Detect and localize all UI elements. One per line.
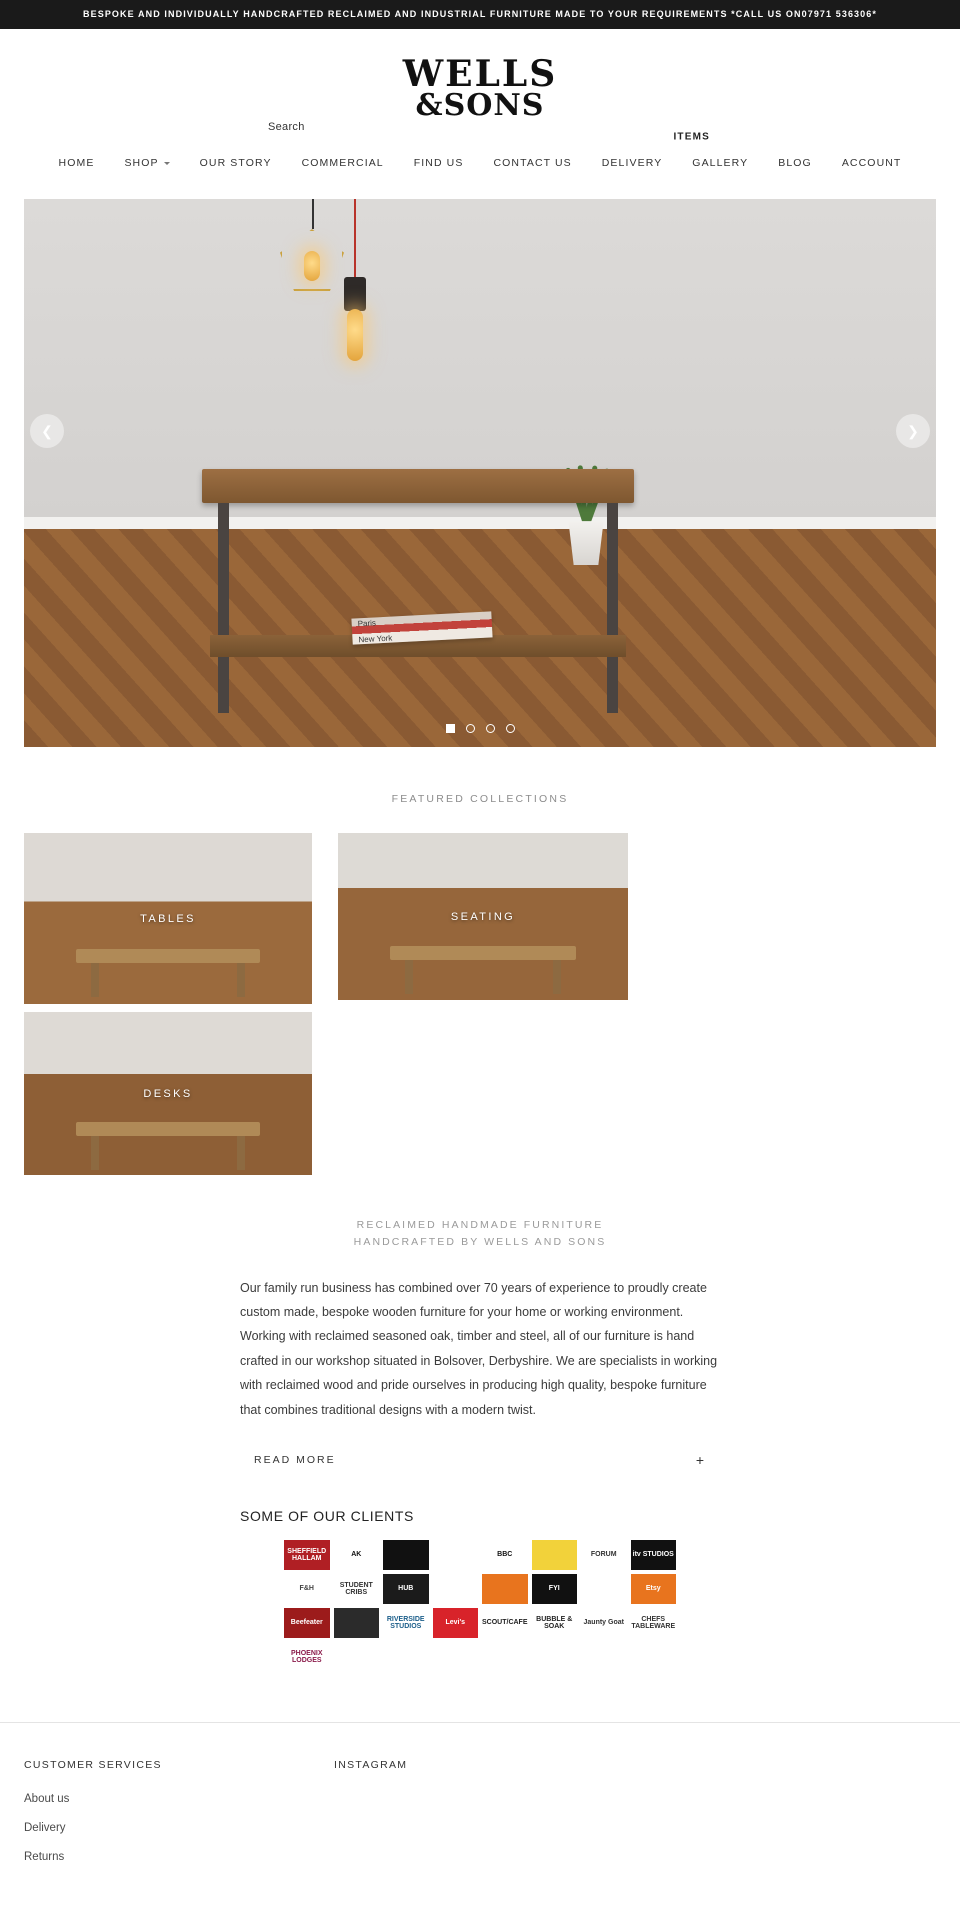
client-logo-snowflake-logo (433, 1574, 479, 1604)
footer-customer-services-title: CUSTOMER SERVICES (24, 1758, 162, 1771)
footer-link-about-us[interactable]: About us (24, 1792, 70, 1805)
nav-label: OUR STORY (199, 157, 272, 170)
client-logo-riverside-studios: RIVERSIDE STUDIOS (383, 1608, 429, 1638)
client-logo-hub-logo: HUB (383, 1574, 429, 1604)
pendant-cord-1 (312, 199, 314, 229)
client-logo-etsy: Etsy (631, 1574, 677, 1604)
table-illustration (76, 949, 260, 963)
client-logo-bbc: BBC (482, 1540, 528, 1570)
table-leg-left (218, 503, 229, 713)
nav-label: GALLERY (692, 157, 749, 170)
collection-tile-tables[interactable] (24, 833, 312, 1004)
pendant-cord-2 (354, 199, 356, 277)
nav-item-home[interactable] (59, 157, 95, 169)
clients-section (240, 1508, 720, 1672)
featured-collections-grid (0, 833, 960, 1175)
nav-item-delivery[interactable] (602, 157, 663, 169)
client-logo-bubble-and-soak: BUBBLE & SOAK (532, 1608, 578, 1638)
read-more-label: READ MORE (254, 1453, 336, 1466)
client-logo-grid (284, 1540, 676, 1672)
hero-product-table (202, 469, 634, 645)
nav-item-commercial[interactable] (302, 157, 384, 169)
nav-item-contact-us[interactable] (493, 157, 571, 169)
client-logo-chefs-tableware: CHEFS TABLEWARE (631, 1608, 677, 1638)
nav-item-blog[interactable] (778, 157, 812, 169)
nav-item-find-us[interactable] (414, 157, 464, 169)
magazine-title-2: New York (358, 633, 393, 645)
table-leg-right (607, 503, 618, 713)
bulb-icon-2 (347, 309, 363, 361)
collections-right-column (338, 833, 628, 1000)
client-logo-beefeater: Beefeater (284, 1608, 330, 1638)
collection-tile-label: SEATING (450, 910, 516, 923)
client-logo-phoenix-lodges: PHOENIX LODGES (284, 1642, 330, 1672)
featured-collections-title: FEATURED COLLECTIONS (391, 793, 569, 806)
client-logo-string-lights (383, 1540, 429, 1570)
bench-illustration (390, 946, 576, 960)
client-logo-levis: Levi's (433, 1608, 479, 1638)
chevron-down-icon (164, 162, 170, 165)
footer-instagram (334, 1759, 936, 1880)
nav-label: DELIVERY (601, 157, 663, 170)
cart-items-link[interactable]: ITEMS (673, 131, 710, 143)
hero-pagination (24, 724, 936, 733)
hero-slideshow[interactable] (24, 199, 936, 747)
desk-illustration (76, 1122, 260, 1136)
footer-link-returns[interactable]: Returns (24, 1850, 65, 1863)
client-logo-orange-badge (482, 1574, 528, 1604)
client-logo-forum: FORUM (581, 1540, 627, 1570)
client-logo-fh-monogram: F&H (284, 1574, 330, 1604)
about-heading-line-1: RECLAIMED HANDMADE FURNITURE (356, 1219, 604, 1232)
nav-item-account[interactable] (842, 157, 902, 169)
site-footer (0, 1722, 960, 1910)
client-logo-crest-logo (433, 1540, 479, 1570)
collection-tile-label: DESKS (143, 1087, 193, 1100)
hero-skirting (24, 517, 936, 529)
client-logo-itv-studios: itv STUDIOS (631, 1540, 677, 1570)
announcement-bar: BESPOKE AND INDIVIDUALLY HANDCRAFTED RECLAIMED AND INDUSTRIAL FURNITURE MADE TO YOUR REQUIREMENTS *CALL US ON07971 536306* (0, 0, 960, 29)
hero-dot-4[interactable] (506, 724, 515, 733)
hero-dot-2[interactable] (466, 724, 475, 733)
hero-prev-arrow-icon[interactable]: ❮ (30, 414, 64, 448)
logo-line-2: &SONS (415, 87, 545, 123)
pendant-socket (344, 277, 366, 311)
nav-label: HOME (58, 157, 95, 170)
site-logo[interactable] (402, 53, 558, 123)
site-header (0, 29, 960, 143)
collections-left-column (24, 833, 312, 1175)
hero-dot-3[interactable] (486, 724, 495, 733)
nav-label: SHOP (124, 157, 159, 170)
collection-tile-desks[interactable] (24, 1012, 312, 1175)
hero-dot-1[interactable] (446, 724, 455, 733)
client-logo-fyi: FYI (532, 1574, 578, 1604)
footer-link-delivery[interactable]: Delivery (24, 1821, 66, 1834)
nav-label: ACCOUNT (841, 157, 902, 170)
magazine-title-1: Paris (357, 618, 377, 629)
collection-tile-seating[interactable] (338, 833, 628, 1000)
search-link[interactable]: Search (268, 121, 305, 133)
main-navigation (0, 131, 960, 191)
hero-next-arrow-icon[interactable]: ❯ (896, 414, 930, 448)
collection-tile-label: TABLES (140, 912, 196, 925)
footer-customer-services (24, 1759, 334, 1880)
logo-line-1: WELLS (402, 53, 558, 95)
nav-item-shop[interactable] (124, 157, 169, 169)
read-more-toggle[interactable] (240, 1452, 720, 1468)
plus-icon: + (695, 1451, 706, 1468)
nav-label: BLOG (778, 157, 812, 170)
nav-item-gallery[interactable] (692, 157, 748, 169)
client-logo-jaunty-goat: Jaunty Goat (581, 1608, 627, 1638)
nav-label: CONTACT US (493, 157, 572, 170)
nav-item-our-story[interactable] (200, 157, 272, 169)
about-heading (240, 1217, 720, 1252)
about-body-text: Our family run business has combined over 70 years of experience to proudly create custom made, bespoke wooden furniture for your home or working environment. Working with reclaimed seasoned oak, timber and steel, all of our furniture is hand crafted in our workshop situated in Bolsover, Derbyshire. We are specialists in working with reclaimed wood and pride ourselves in producing high quality, bespoke furniture that combines traditional designs with a modern twist. (240, 1280, 718, 1417)
nav-label: COMMERCIAL (301, 157, 384, 170)
about-heading-line-2: HANDCRAFTED BY WELLS AND SONS (353, 1236, 607, 1249)
clients-title: SOME OF OUR CLIENTS (240, 1507, 414, 1524)
bulb-icon-1 (304, 251, 320, 281)
client-logo-swoosh-logo (581, 1574, 627, 1604)
client-logo-ak-another-kind: AK (334, 1540, 380, 1570)
client-logo-sheffield-hallam: SHEFFIELD HALLAM (284, 1540, 330, 1570)
client-logo-student-cribs: STUDENT CRIBS (334, 1574, 380, 1604)
footer-instagram-title: INSTAGRAM (334, 1758, 408, 1771)
client-logo-yellow-square (532, 1540, 578, 1570)
table-top (202, 469, 634, 503)
client-logo-circle-badge (334, 1608, 380, 1638)
client-logo-scout-and-cafe: SCOUT/CAFE (482, 1608, 528, 1638)
nav-label: FIND US (413, 157, 464, 170)
about-section (240, 1217, 720, 1468)
